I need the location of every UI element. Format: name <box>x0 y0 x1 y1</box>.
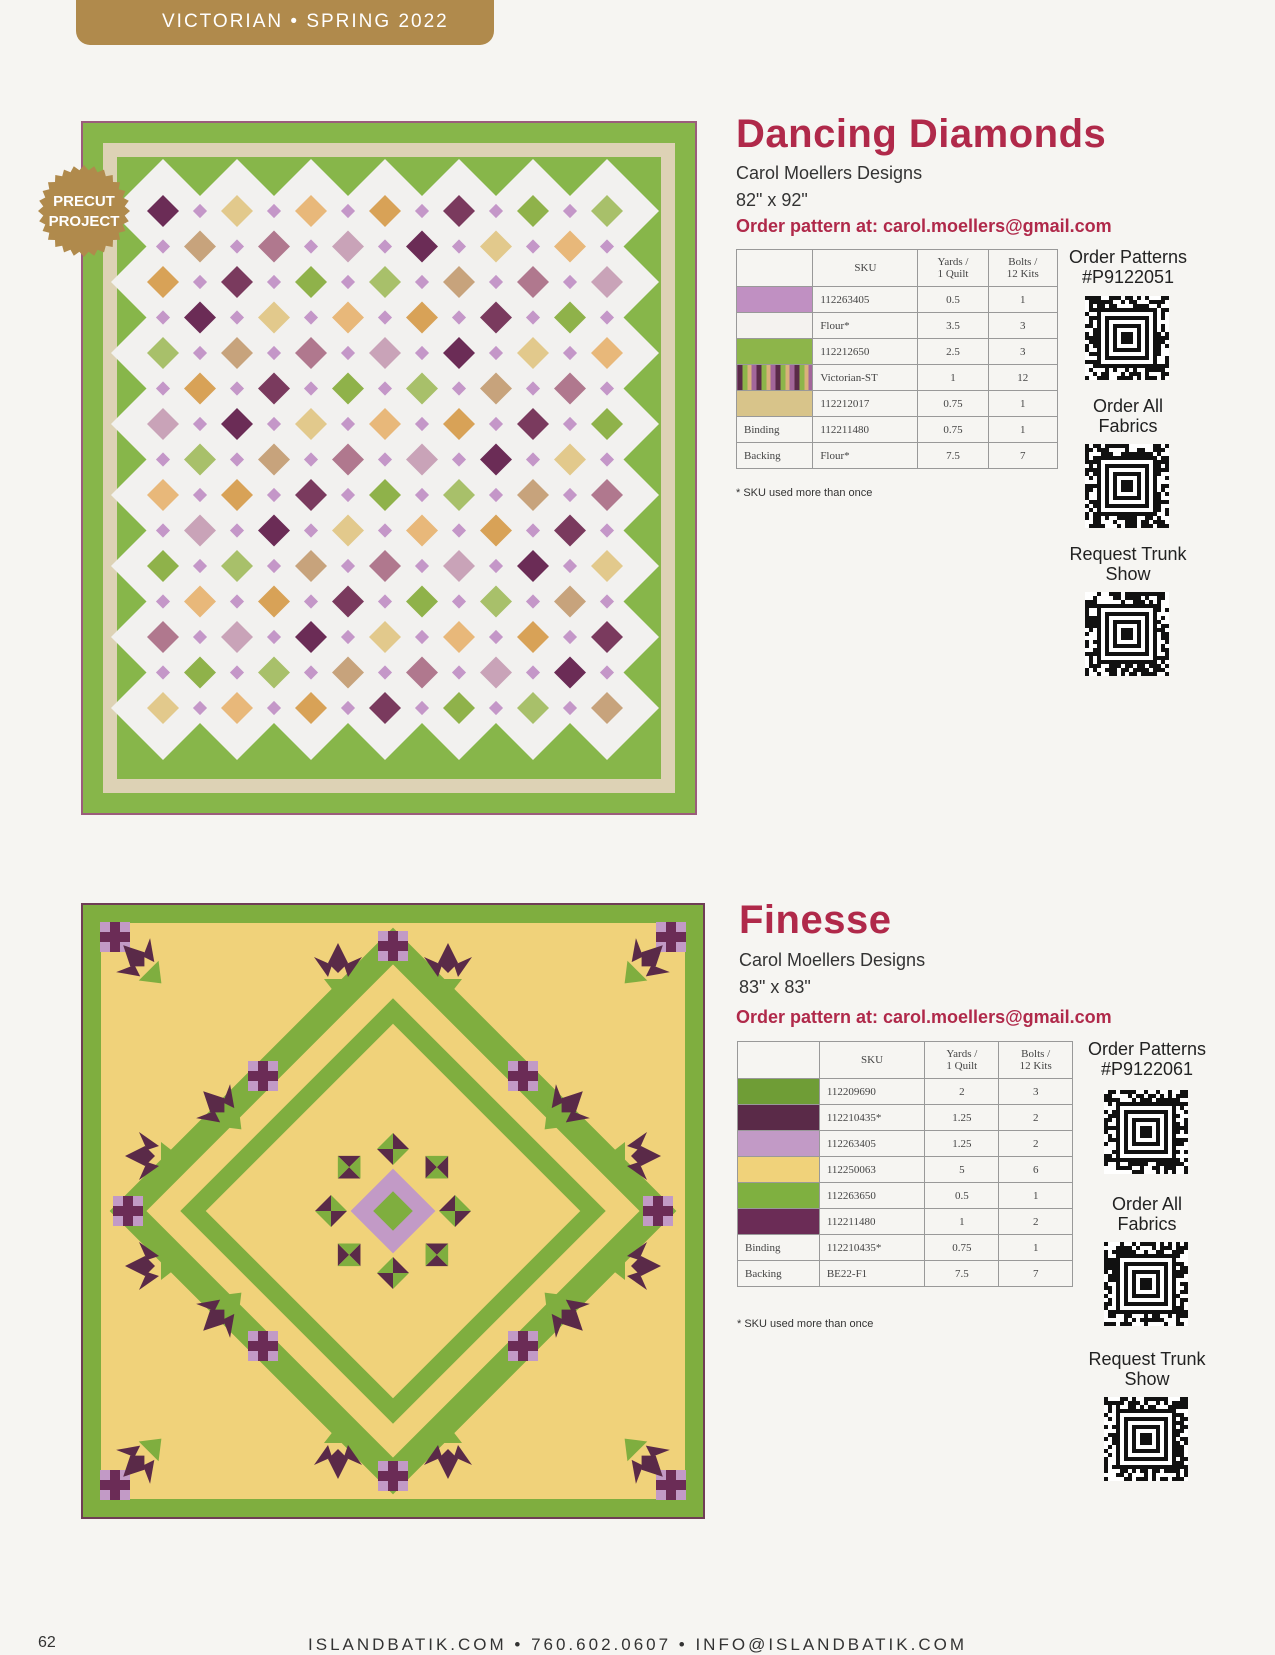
qr-label: Order Patterns #P9122051 <box>1068 247 1188 287</box>
cell-bolts: 1 <box>988 417 1057 443</box>
fabric-requirements-table <box>737 1041 1073 1287</box>
cell-yards: 7.5 <box>925 1261 999 1287</box>
row-label: Binding <box>737 417 813 443</box>
table-header: Yards / 1 Quilt <box>925 1042 999 1079</box>
cell-yards: 0.5 <box>925 1183 999 1209</box>
cell-bolts: 2 <box>999 1131 1073 1157</box>
qr-label: Order Patterns #P9122061 <box>1087 1039 1207 1079</box>
dancing-diamonds-quilt-image <box>81 121 697 815</box>
project-size: 83" x 83" <box>739 977 811 997</box>
cell-yards: 2.5 <box>918 339 988 365</box>
table-header: SKU <box>819 1042 924 1079</box>
row-label: Binding <box>738 1235 820 1261</box>
fabric-swatch <box>737 313 813 339</box>
cell-sku: 112212017 <box>813 391 918 417</box>
table-row <box>737 287 1058 313</box>
table-row <box>737 443 1058 469</box>
fabric-swatch <box>738 1131 820 1157</box>
cell-bolts: 3 <box>988 313 1057 339</box>
cell-bolts: 7 <box>988 443 1057 469</box>
cell-bolts: 1 <box>988 391 1057 417</box>
table-row <box>738 1235 1073 1261</box>
cell-yards: 7.5 <box>918 443 988 469</box>
cell-bolts: 2 <box>999 1209 1073 1235</box>
qr-code-icon[interactable] <box>1104 1242 1188 1326</box>
qr-code-icon[interactable] <box>1104 1397 1188 1481</box>
finesse-quilt-image <box>81 903 705 1519</box>
fabric-swatch <box>738 1183 820 1209</box>
cell-bolts: 1 <box>999 1235 1073 1261</box>
project-designer: Carol Moellers Designs <box>739 950 926 970</box>
project-title: Dancing Diamonds <box>736 112 1107 156</box>
footer-contact: ISLANDBATIK.COM • 760.602.0607 • INFO@ISLANDBATIK.COM <box>308 1635 967 1654</box>
cell-sku: 112211480 <box>819 1209 924 1235</box>
cell-bolts: 1 <box>999 1183 1073 1209</box>
fabric-swatch <box>738 1209 820 1235</box>
table-row <box>737 365 1058 391</box>
cell-sku: Flour* <box>813 313 918 339</box>
qr-code-icon[interactable] <box>1085 444 1169 528</box>
cell-sku: 112212650 <box>813 339 918 365</box>
table-header: Bolts / 12 Kits <box>988 250 1057 287</box>
cell-sku: 112209690 <box>819 1079 924 1105</box>
cell-bolts: 12 <box>988 365 1057 391</box>
cell-yards: 0.75 <box>918 391 988 417</box>
table-header: Yards / 1 Quilt <box>918 250 988 287</box>
table-row <box>738 1157 1073 1183</box>
table-header-swatch <box>737 250 813 287</box>
table-header: Bolts / 12 Kits <box>999 1042 1073 1079</box>
row-label: Backing <box>738 1261 820 1287</box>
qr-label: Request Trunk Show <box>1069 544 1187 584</box>
row-label: Backing <box>737 443 813 469</box>
fabric-swatch <box>737 339 813 365</box>
section-tab: VICTORIAN • SPRING 2022 <box>76 0 494 45</box>
cell-bolts: 3 <box>999 1079 1073 1105</box>
table-header: SKU <box>813 250 918 287</box>
fabric-swatch <box>737 365 813 391</box>
cell-yards: 2 <box>925 1079 999 1105</box>
table-row <box>737 417 1058 443</box>
fabric-swatch <box>737 391 813 417</box>
sku-note: * SKU used more than once <box>736 487 873 499</box>
order-pattern-link[interactable]: Order pattern at: carol.moellers@gmail.com <box>736 216 1112 236</box>
cell-yards: 0.75 <box>918 417 988 443</box>
cell-bolts: 7 <box>999 1261 1073 1287</box>
cell-sku: 112210435* <box>819 1105 924 1131</box>
cell-bolts: 2 <box>999 1105 1073 1131</box>
cell-yards: 1.25 <box>925 1105 999 1131</box>
cell-yards: 0.75 <box>925 1235 999 1261</box>
project-designer: Carol Moellers Designs <box>736 163 923 183</box>
badge-line-2: PROJECT <box>48 213 120 230</box>
cell-sku: 112263405 <box>813 287 918 313</box>
cell-yards: 1 <box>918 365 988 391</box>
table-row <box>738 1183 1073 1209</box>
cell-yards: 0.5 <box>918 287 988 313</box>
cell-bolts: 3 <box>988 339 1057 365</box>
cell-bolts: 1 <box>988 287 1057 313</box>
table-row <box>738 1105 1073 1131</box>
fabric-swatch <box>737 287 813 313</box>
table-row <box>738 1261 1073 1287</box>
cell-sku: Flour* <box>813 443 918 469</box>
page-number: 62 <box>38 1634 56 1651</box>
cell-sku: 112263405 <box>819 1131 924 1157</box>
fabric-swatch <box>738 1105 820 1131</box>
table-row <box>737 391 1058 417</box>
table-row <box>737 313 1058 339</box>
table-row <box>738 1131 1073 1157</box>
table-header-swatch <box>738 1042 820 1079</box>
fabric-swatch <box>738 1079 820 1105</box>
cell-sku: 112250063 <box>819 1157 924 1183</box>
cell-yards: 1 <box>925 1209 999 1235</box>
fabric-swatch <box>738 1157 820 1183</box>
cell-sku: BE22-F1 <box>819 1261 924 1287</box>
qr-code-icon[interactable] <box>1085 296 1169 380</box>
cell-bolts: 6 <box>999 1157 1073 1183</box>
precut-project-badge <box>38 165 130 257</box>
qr-label: Order All Fabrics <box>1111 1194 1183 1234</box>
cell-sku: Victorian-ST <box>813 365 918 391</box>
order-pattern-link[interactable]: Order pattern at: carol.moellers@gmail.com <box>736 1007 1112 1027</box>
qr-label: Order All Fabrics <box>1092 396 1164 436</box>
cell-yards: 3.5 <box>918 313 988 339</box>
table-row <box>737 339 1058 365</box>
cell-yards: 5 <box>925 1157 999 1183</box>
project-title: Finesse <box>739 898 892 942</box>
fabric-requirements-table <box>736 249 1058 469</box>
table-row <box>738 1079 1073 1105</box>
project-size: 82" x 92" <box>736 190 808 210</box>
cell-sku: 112211480 <box>813 417 918 443</box>
cell-sku: 112263650 <box>819 1183 924 1209</box>
qr-label: Request Trunk Show <box>1088 1349 1206 1389</box>
cell-sku: 112210435* <box>819 1235 924 1261</box>
badge-line-1: PRECUT <box>53 193 115 210</box>
table-row <box>738 1209 1073 1235</box>
qr-code-icon[interactable] <box>1104 1090 1188 1174</box>
cell-yards: 1.25 <box>925 1131 999 1157</box>
sku-note: * SKU used more than once <box>737 1318 874 1330</box>
qr-code-icon[interactable] <box>1085 592 1169 676</box>
